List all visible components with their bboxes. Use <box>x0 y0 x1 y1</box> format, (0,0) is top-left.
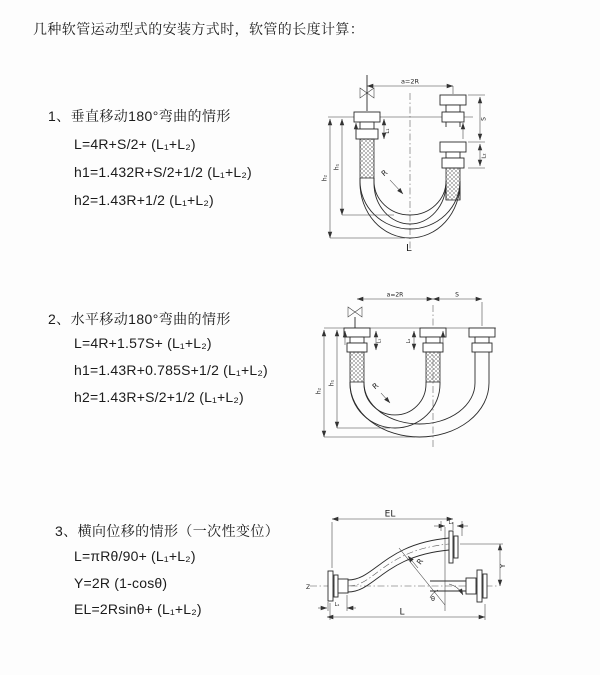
dim-label-h2: h₂ <box>321 174 329 182</box>
section-2-formula-h1: h1=1.43R+0.785S+1/2 (L₁+L₂) <box>74 362 268 378</box>
dimension-el <box>332 510 453 569</box>
section-3-formula-L: L=πRθ/90+ (L₁+L₂) <box>74 548 196 564</box>
top-right-flange <box>449 531 458 563</box>
dim-label-l2: L₂ <box>406 338 412 344</box>
dim-label-l2: L₂ <box>448 520 454 526</box>
left-flange <box>328 571 348 601</box>
section-1-heading: 1、垂直移动180°弯曲的情形 <box>48 108 231 124</box>
dim-label-h2: h₂ <box>315 387 323 395</box>
dim-label-l1: L₁ <box>385 128 391 134</box>
section-2-heading: 2、水平移动180°弯曲的情形 <box>48 311 231 327</box>
dim-label-s: S <box>480 117 488 121</box>
section-2-formula-L: L=4R+1.57S+ (L₁+L₂) <box>74 335 212 351</box>
dimension-s-l2-right <box>468 95 488 168</box>
valve-icon <box>360 75 374 111</box>
dim-label-s: S <box>455 291 459 299</box>
dim-label-a2r: a=2R <box>400 77 420 86</box>
right-fitting-raised <box>440 95 466 127</box>
hose-s-curve <box>348 538 449 592</box>
section-3-formula-Y: Y=2R (1-cosθ) <box>74 575 168 591</box>
section-3-formula-EL: EL=2Rsinθ+ (L₁+L₂) <box>74 601 202 617</box>
middle-fitting <box>420 328 446 382</box>
dim-label-l: L <box>399 607 405 618</box>
dim-label-a2r: a=2R <box>386 291 404 299</box>
valve-icon <box>348 307 362 328</box>
left-fitting <box>344 328 370 382</box>
diagram-lateral-displacement <box>300 505 600 645</box>
dim-label-l-total: L <box>406 243 412 254</box>
dim-label-r: R <box>379 167 390 179</box>
dimension-l1-l2 <box>376 331 414 350</box>
dim-label-h1: h₁ <box>333 163 341 171</box>
section-1-formula-L: L=4R+S/2+ (L₁+L₂) <box>74 136 196 152</box>
dim-label-h1: h₁ <box>328 379 336 387</box>
dimension-a2r-s <box>357 292 482 327</box>
dim-label-el: EL <box>384 509 396 520</box>
diagram-vertical-180-bend <box>310 65 600 255</box>
right-fitting <box>469 328 495 352</box>
dim-label-r: R <box>370 380 381 392</box>
page-title: 几种软管运动型式的安装方式时，软管的长度计算： <box>33 21 365 37</box>
dimension-l1-left <box>384 119 391 139</box>
section-1-formula-h1: h1=1.432R+S/2+1/2 (L₁+L₂) <box>74 164 252 180</box>
section-1-formula-h2: h2=1.43R+1/2 (L₁+L₂) <box>74 192 214 208</box>
dimension-a2r <box>367 78 453 95</box>
dim-label-r: R <box>414 556 426 567</box>
dimension-l-bottom <box>327 603 485 620</box>
right-fitting-lower <box>440 142 466 200</box>
section-2-formula-h2: h2=1.43R+S/2+1/2 (L₁+L₂) <box>74 389 244 405</box>
centerline-z-mark: Z <box>306 584 311 591</box>
section-3-heading: 3、横向位移的情形（一次性变位） <box>55 523 280 539</box>
dim-label-theta: θ <box>431 595 435 603</box>
diagram-horizontal-180-bend <box>310 285 600 450</box>
dim-label-y: Y <box>499 563 507 569</box>
dim-label-l1: L₁ <box>334 602 340 608</box>
radius-leader <box>380 168 403 194</box>
dim-label-l2: L₂ <box>481 153 488 159</box>
left-fitting <box>354 112 380 178</box>
dim-label-l1: L₁ <box>376 338 383 344</box>
radius-leader <box>371 381 390 403</box>
